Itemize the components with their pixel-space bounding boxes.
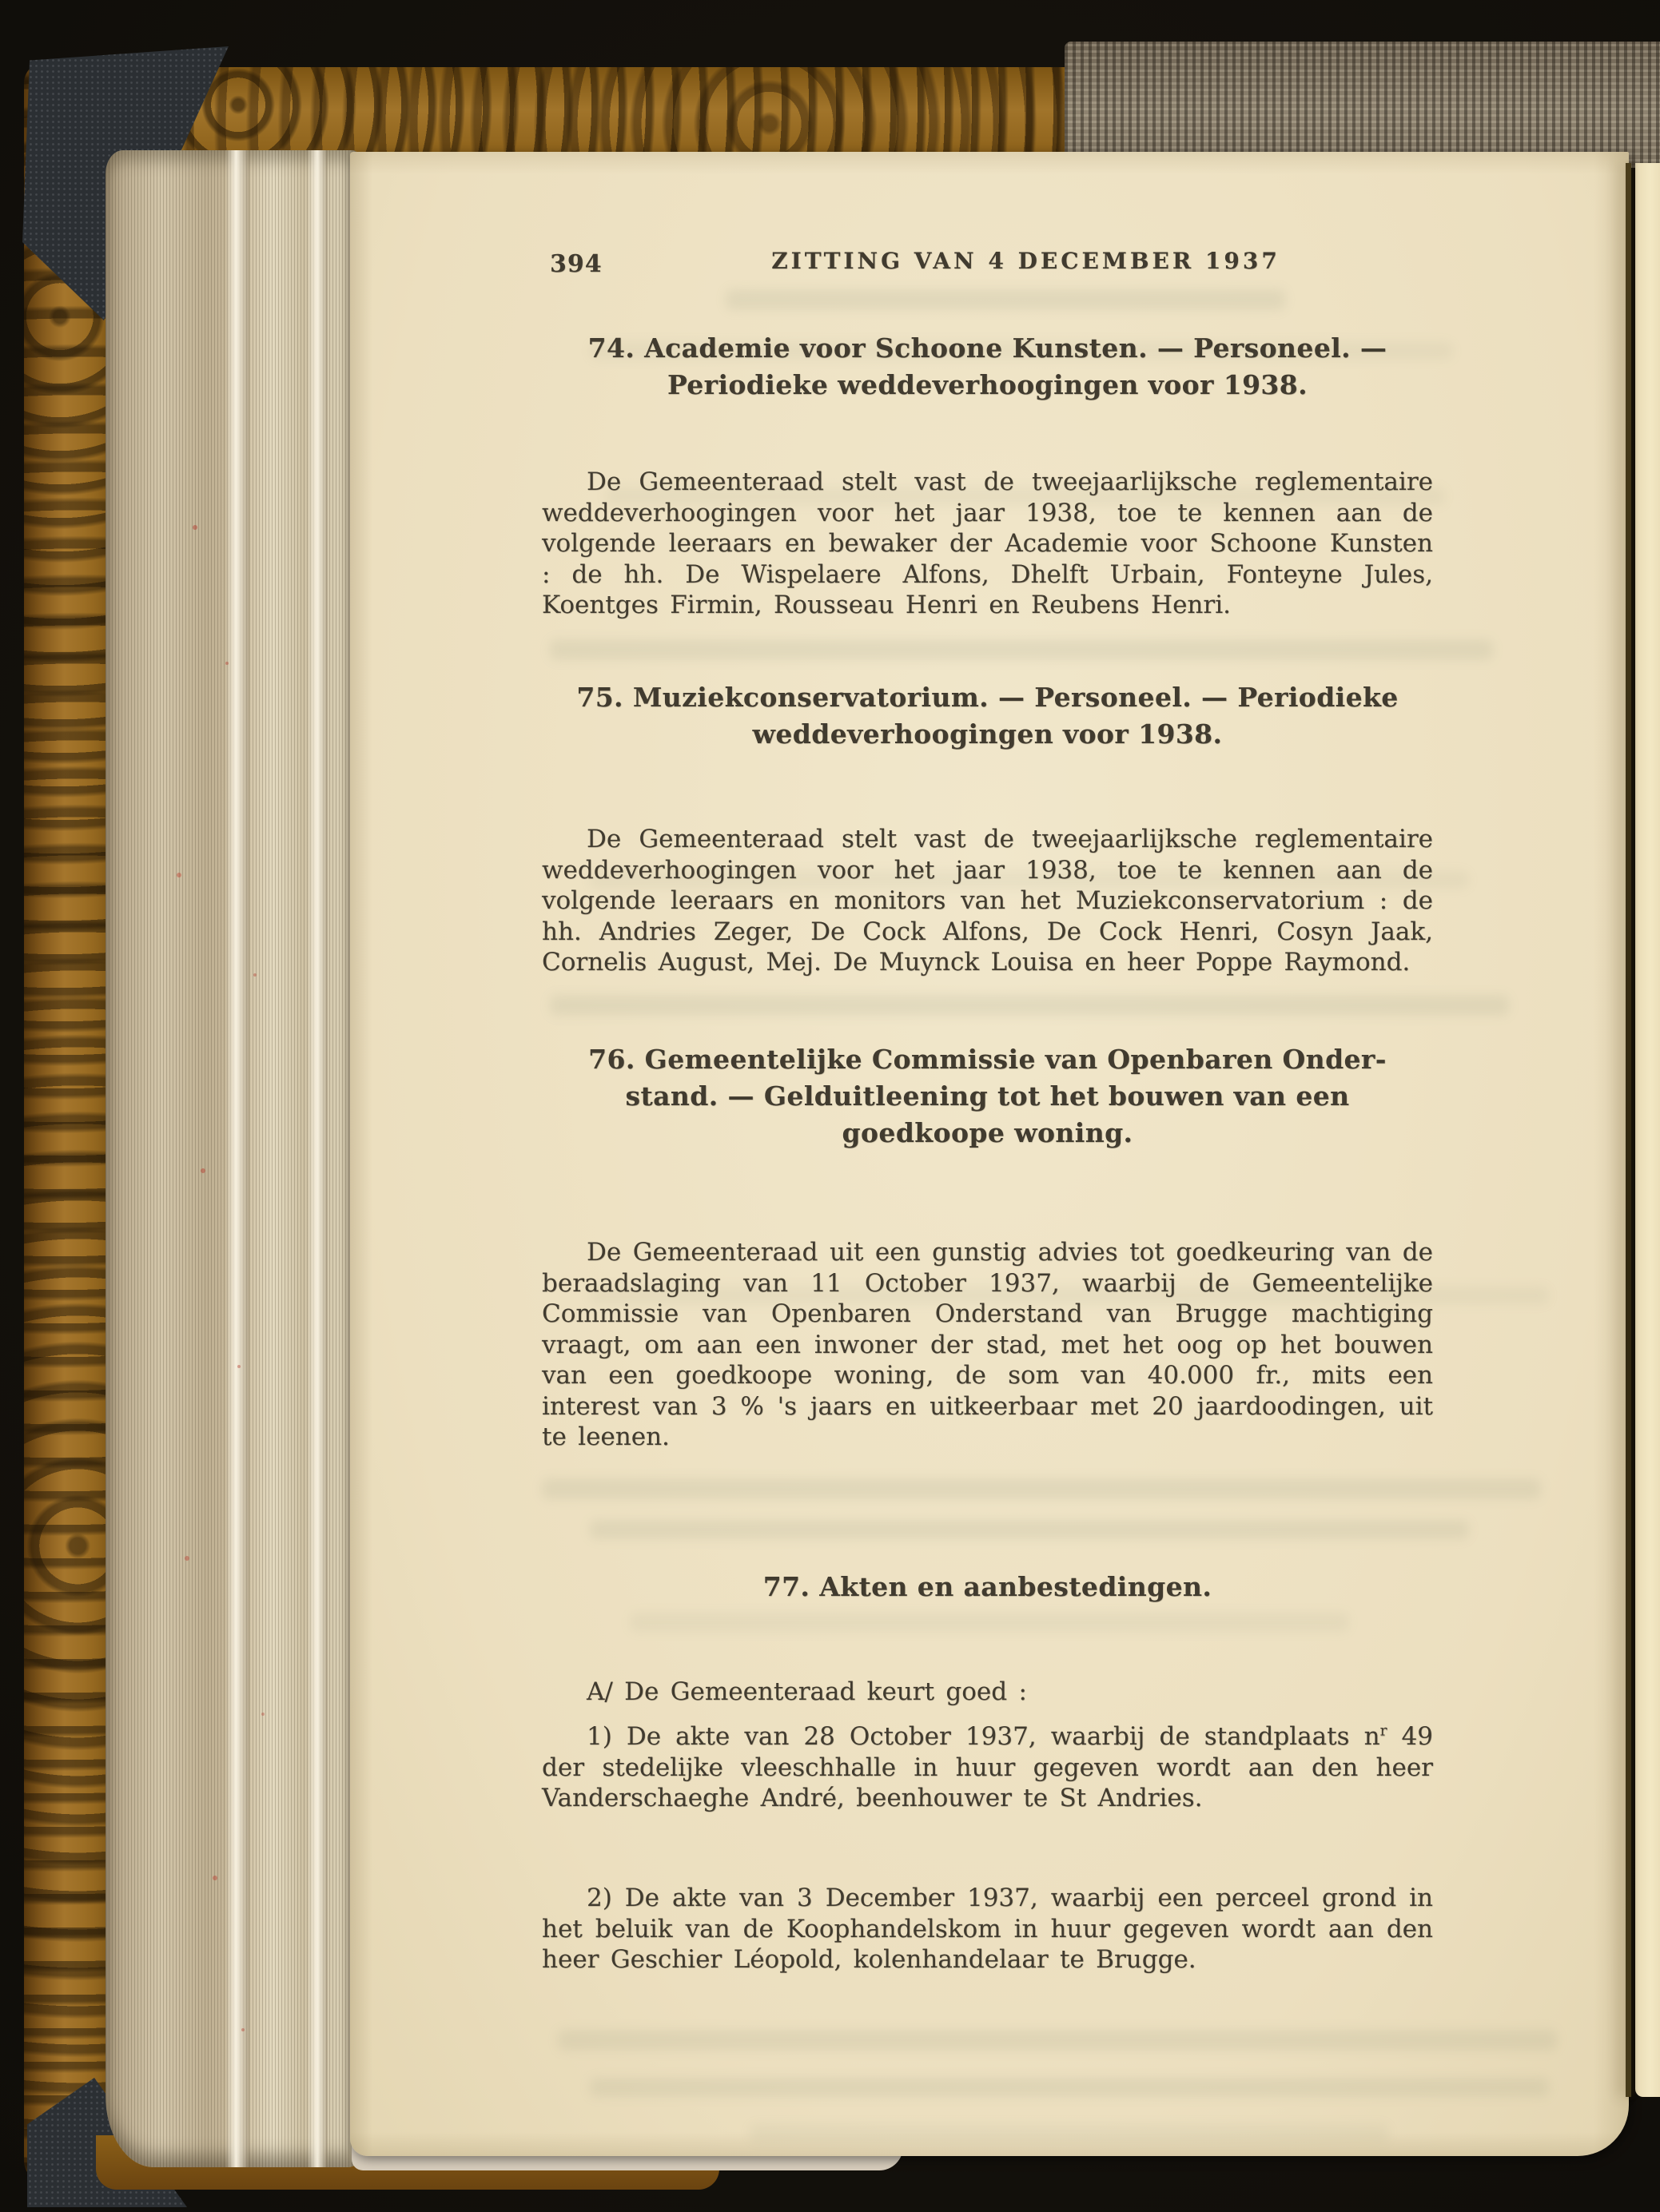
page-number: 394	[550, 250, 603, 278]
item-text: 49 der stedelijke vleeschhalle in huur gegeven wordt aan den heer Vanderschaeghe André, beenhouwer te St Andries.	[542, 1722, 1433, 1812]
section-74-paragraph: De Gemeenteraad stelt vast de tweejaarlijksche reglementaire weddeverhoogingen voor het jaar 1938, toe te kennen aan de volgende leeraars en bewaker der Academie voor Schoone Kunsten : de hh. De Wispelaere Alfons, Dhelft Urbain, Fonteyne Jules, Koentges Firmin, Rousseau Henri en Reubens Henri.	[542, 467, 1433, 619]
section-75-heading	[542, 679, 1433, 753]
red-speckled-edges	[105, 150, 109, 153]
section-74-heading	[542, 330, 1433, 404]
heading-line: 76. Gemeentelijke Commissie van Openbaren Onder-	[588, 1044, 1387, 1075]
section-77-heading	[542, 1569, 1433, 1605]
superscript-r: r	[1379, 1722, 1387, 1740]
gutter-shadow	[1626, 163, 1631, 2097]
page-edges-stack	[105, 150, 360, 2167]
facing-page-edge	[1635, 163, 1660, 2097]
page-edge-ridge	[307, 150, 328, 2167]
heading-line: 74. Academie voor Schoone Kunsten. — Personeel. —	[587, 332, 1387, 364]
section-77-item-1	[542, 1721, 1433, 1814]
heading-line: Periodieke weddeverhoogingen voor 1938.	[667, 369, 1308, 400]
heading-line: weddeverhoogingen voor 1938.	[752, 718, 1223, 750]
section-76-paragraph: De Gemeenteraad uit een gunstig advies tot goedkeuring van de beraadslaging van 11 October 1937, waarbij de Gemeentelijke Commissie van Openbaren Onderstand van Brugge machtiging vraagt, om aan een inwoner der stad, met het oog op het bouwen van een goedkoope woning, de som van 40.000 fr., mits een interest van 3 % 's jaars en uitkeerbaar met 20 jaardoodingen, uit te leenen.	[542, 1238, 1433, 1451]
heading-line: 75. Muziekconservatorium. — Personeel. — Periodieke	[576, 682, 1399, 713]
page-edge-ridge	[225, 150, 249, 2167]
section-76-heading	[542, 1041, 1433, 1152]
book-block-top-edge	[1065, 42, 1660, 168]
section-75-paragraph: De Gemeenteraad stelt vast de tweejaarlijksche reglementaire weddeverhoogingen voor het jaar 1938, toe te kennen aan de volgende leeraars en monitors van het Muziekconservatorium : de hh. Andries Zeger, De Cock Alfons, De Cock Henri, Cosyn Jaak, Cornelis August, Mej. De Muynck Louisa en heer Poppe Raymond.	[542, 825, 1433, 977]
book-page	[350, 152, 1629, 2156]
printed-page-content	[350, 152, 1629, 2156]
section-77-item-2: 2) De akte van 3 December 1937, waarbij een perceel grond in het beluik van de Koophandelskom in huur gegeven wordt aan den heer Geschier Léopold, kolenhandelaar te Brugge.	[542, 1884, 1433, 1974]
book-cover-spine	[24, 62, 113, 2182]
heading-line: goedkoope woning.	[842, 1117, 1133, 1148]
section-77-intro: A/ De Gemeenteraad keurt goed :	[587, 1677, 1027, 1706]
heading-line: stand. — Gelduitleening tot het bouwen van een	[625, 1080, 1350, 1112]
running-title: ZITTING VAN 4 DECEMBER 1937	[771, 248, 1280, 274]
heading-line: 77. Akten en aanbestedingen.	[762, 1571, 1212, 1602]
page-header	[542, 248, 1433, 281]
item-text: 1) De akte van 28 October 1937, waarbij de standplaats n	[587, 1722, 1380, 1751]
